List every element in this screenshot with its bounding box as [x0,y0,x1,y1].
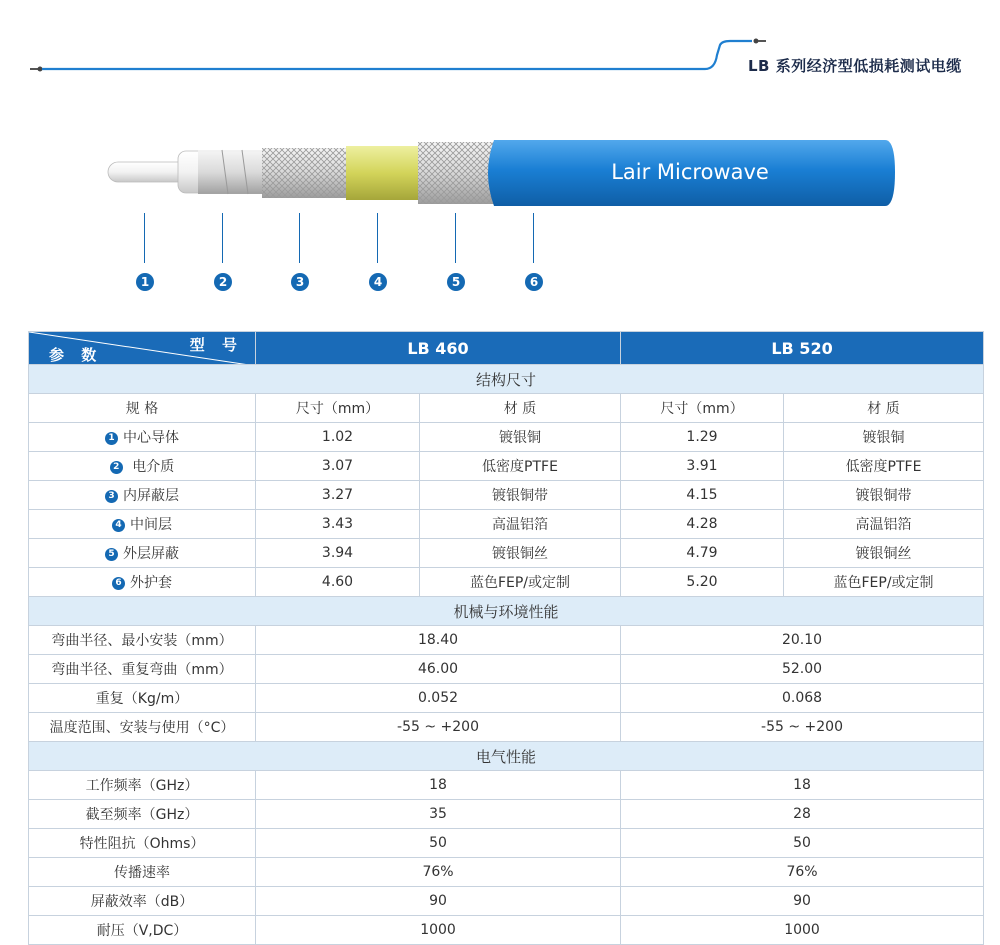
cell: 52.00 [621,655,984,684]
section-electrical [29,742,984,771]
row-label: 特性阻抗（Ohms） [29,829,256,858]
cell: 20.10 [621,626,984,655]
number-badge: 1 [105,432,118,445]
number-badge: 2 [110,461,123,474]
cable-illustration [0,100,1000,330]
cell: 镀银铜 [420,423,621,452]
pointer-line-6 [533,213,534,263]
cell: 3.27 [256,481,420,510]
table-row [29,423,984,452]
row-label: 耐压（V,DC） [29,916,256,945]
cell: 蓝色FEP/或定制 [420,568,621,597]
cell: -55 ~ +200 [621,713,984,742]
cell: 镀银铜带 [420,481,621,510]
cell: 5.20 [621,568,784,597]
cell: 镀银铜 [784,423,984,452]
cell: 高温铝箔 [784,510,984,539]
table-row [29,800,984,829]
table-row [29,568,984,597]
table-row [29,771,984,800]
column-header: 材 质 [784,394,984,423]
row-label: 截至频率（GHz） [29,800,256,829]
cell: 0.052 [256,684,621,713]
cell: 高温铝箔 [420,510,621,539]
pointer-line-4 [377,213,378,263]
table-row [29,626,984,655]
table-row [29,510,984,539]
cell: 4.28 [621,510,784,539]
row-label: 中间层 [130,517,172,533]
marker-2: 2 [214,273,232,291]
header-cable-graphic [0,0,1000,100]
cell: 0.068 [621,684,984,713]
cell: 76% [621,858,984,887]
corner-model-label: 型 号 [189,336,243,354]
table-row [29,655,984,684]
inner-shield [198,150,268,194]
pointer-line-1 [144,213,145,263]
row-label: 内屏蔽层 [123,488,179,504]
marker-4: 4 [369,273,387,291]
row-label: 弯曲半径、重复弯曲（mm） [29,655,256,684]
pointer-line-2 [222,213,223,263]
number-badge: 3 [105,490,118,503]
marker-3: 3 [291,273,309,291]
row-label: 温度范围、安装与使用（°C） [29,713,256,742]
cell: 76% [256,858,621,887]
cell: -55 ~ +200 [256,713,621,742]
cell: 4.79 [621,539,784,568]
column-header: 尺寸（mm） [621,394,784,423]
cell: 18 [256,771,621,800]
table-row [29,684,984,713]
marker-5: 5 [447,273,465,291]
cell: 18 [621,771,984,800]
section-title: 电气性能 [29,742,984,771]
cell: 90 [621,887,984,916]
cell: 1000 [256,916,621,945]
table-row [29,829,984,858]
section-title: 机械与环境性能 [29,597,984,626]
cell: 4.15 [621,481,784,510]
cell: 3.43 [256,510,420,539]
spec-table [28,331,984,945]
cell: 50 [621,829,984,858]
center-conductor [108,162,188,182]
row-label: 外护套 [130,575,172,591]
model-header-lb520: LB 520 [621,332,984,365]
table-row [29,481,984,510]
marker-1: 1 [136,273,154,291]
pointer-line-3 [299,213,300,263]
pointer-line-5 [455,213,456,263]
cell: 镀银铜丝 [420,539,621,568]
cell: 镀银铜丝 [784,539,984,568]
cell: 46.00 [256,655,621,684]
cell: 50 [256,829,621,858]
section-structure [29,365,984,394]
corner-param-label: 参 数 [49,346,103,364]
number-badge: 6 [112,577,125,590]
column-header: 尺寸（mm） [256,394,420,423]
cell: 蓝色FEP/或定制 [784,568,984,597]
corner-cell [29,332,256,365]
foil-layer [346,146,424,200]
row-label: 工作频率（GHz） [29,771,256,800]
row-label: 中心导体 [123,430,179,446]
cell: 低密度PTFE [784,452,984,481]
cell: 35 [256,800,621,829]
row-label: 外层屏蔽 [123,546,179,562]
column-header: 规 格 [29,394,256,423]
table-row [29,713,984,742]
table-row [29,452,984,481]
cell: 90 [256,887,621,916]
cell: 1.29 [621,423,784,452]
column-header: 材 质 [420,394,621,423]
section-mechanical [29,597,984,626]
cell: 1.02 [256,423,420,452]
table-row [29,539,984,568]
cell: 3.94 [256,539,420,568]
table-row [29,858,984,887]
row-label: 重复（Kg/m） [29,684,256,713]
cell: 4.60 [256,568,420,597]
row-label: 电介质 [127,459,175,475]
cell: 3.07 [256,452,420,481]
section-title: 结构尺寸 [29,365,984,394]
number-badge: 5 [105,548,118,561]
cell: 镀银铜带 [784,481,984,510]
structure-header-row [29,394,984,423]
number-badge: 4 [112,519,125,532]
model-header-lb460: LB 460 [256,332,621,365]
table-row [29,887,984,916]
cell: 3.91 [621,452,784,481]
row-label: 屏蔽效率（dB） [29,887,256,916]
row-label: 传播速率 [29,858,256,887]
table-header-row [29,332,984,365]
cell: 1000 [621,916,984,945]
cell: 28 [621,800,984,829]
cell: 18.40 [256,626,621,655]
page-title: LB 系列经济型低损耗测试电缆 [748,57,962,75]
marker-6: 6 [525,273,543,291]
table-row [29,916,984,945]
cell: 低密度PTFE [420,452,621,481]
cable-brand-label: Lair Microwave [611,160,769,184]
row-label: 弯曲半径、最小安装（mm） [29,626,256,655]
